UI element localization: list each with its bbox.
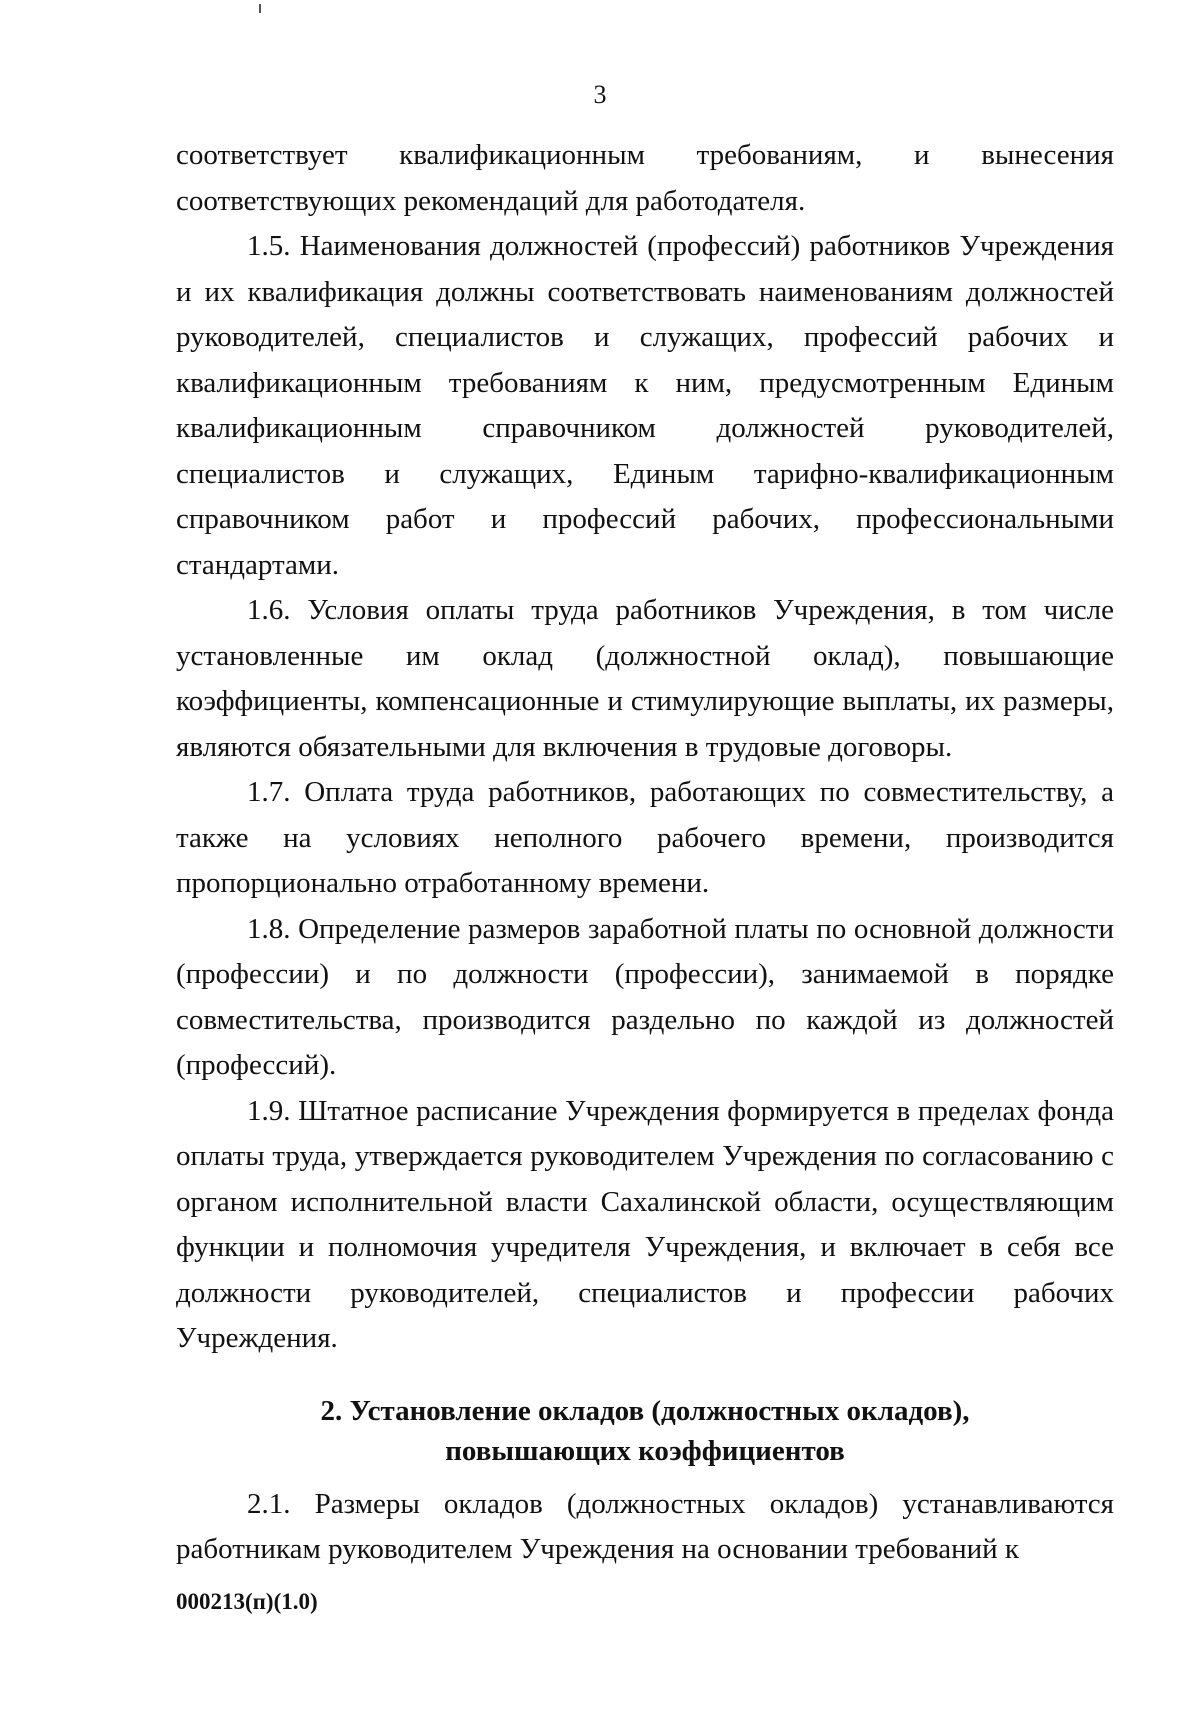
paragraph-1-6: 1.6. Условия оплаты труда работников Учреждения, в том числе установленные им оклад (должностной оклад), повышающие коэффициенты, компенсационные и стимулирующие выплаты, их размеры, являются обязательными для включения в трудовые договоры.	[176, 594, 1114, 763]
paragraph-continuation: соответствует квалификационным требованиям, и вынесения соответствующих рекомендаций для работодателя.	[176, 139, 1114, 217]
paragraph-1-9: 1.9. Штатное расписание Учреждения формируется в пределах фонда оплаты труда, утверждается руководителем Учреждения по согласованию с органом исполнительной власти Сахалинской области, осуществляющим функции и полномочия учредителя Учреждения, и включает в себя все должности руководителей, специалистов и профессии рабочих Учреждения.	[176, 1094, 1114, 1354]
section-2-heading-line-1: 2. Установление окладов (должностных окладов),	[320, 1394, 970, 1427]
document-body	[176, 133, 1114, 1573]
paragraph-1-8: 1.8. Определение размеров заработной платы по основной должности (профессии) и по должности (профессии), занимаемой в порядке совместительства, производится раздельно по каждой из должностей (профессий).	[176, 912, 1114, 1081]
scan-mark	[259, 4, 261, 13]
section-2-heading-line-2: повышающих коэффициентов	[445, 1434, 845, 1467]
page-number: 3	[593, 80, 607, 109]
paragraph-2-1: 2.1. Размеры окладов (должностных окладов) устанавливаются работникам руководителем Учреждения на основании требований к	[176, 1487, 1114, 1565]
paragraph-1-7: 1.7. Оплата труда работников, работающих по совместительству, а также на условиях неполного рабочего времени, производится пропорционально отработанному времени.	[176, 776, 1114, 899]
paragraph-1-5: 1.5. Наименования должностей (профессий) работников Учреждения и их квалификация должны соответствовать наименованиям должностей руководителей, специалистов и служащих, профессий рабочих и квалификационным требованиям к ним, предусмотренным Единым квалификационным справочником должностей руководителей, специалистов и служащих, Единым тарифно-квалификационным справочником работ и профессий рабочих, профессиональными стандартами.	[176, 230, 1114, 581]
document-code: 000213(п)(1.0)	[176, 1589, 318, 1614]
section-2-heading	[176, 1391, 1114, 1471]
